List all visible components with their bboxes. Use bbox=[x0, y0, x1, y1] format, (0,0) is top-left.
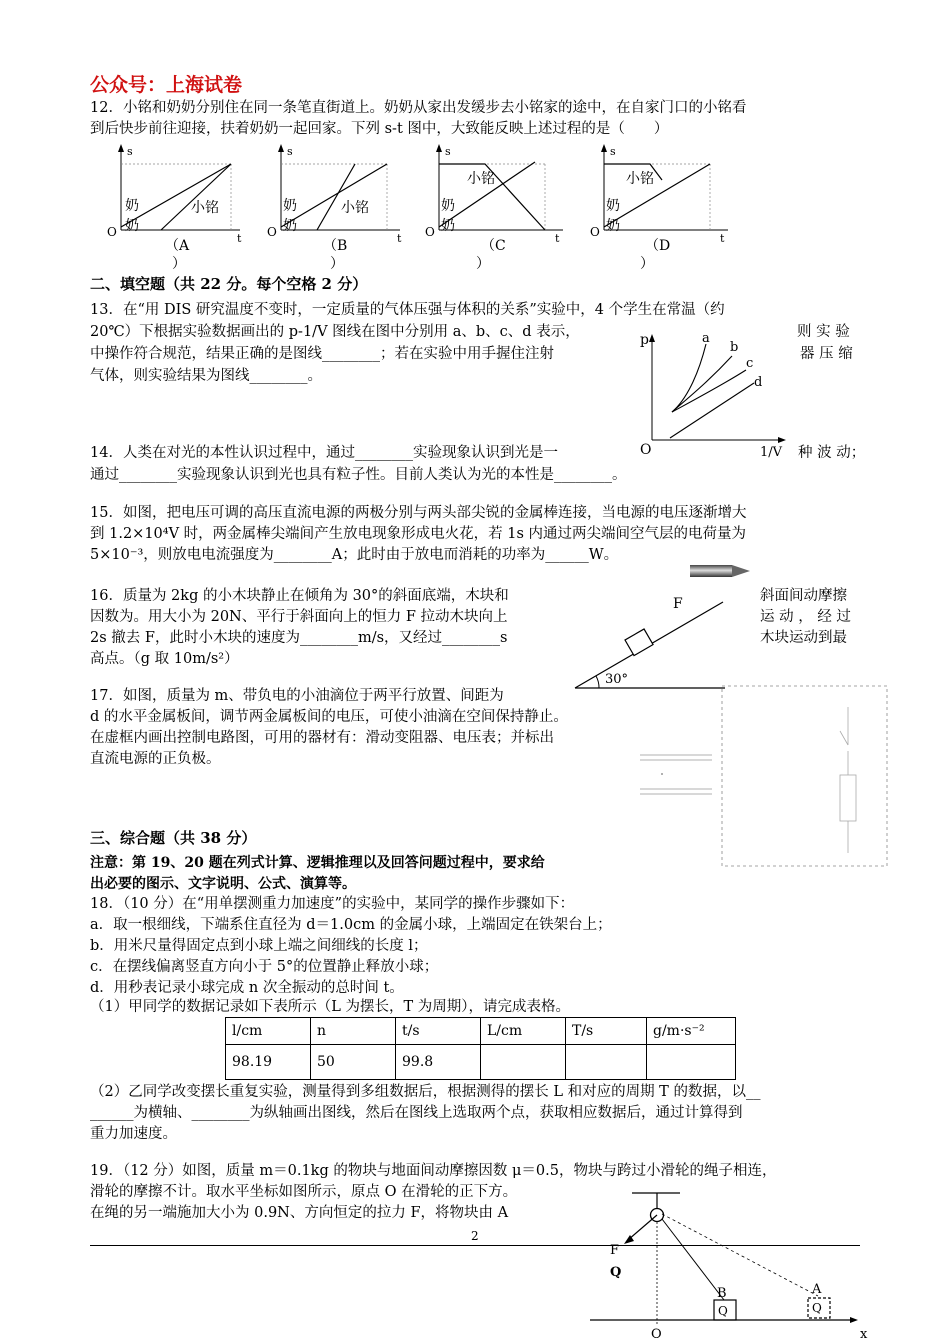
q15-line1: 15．如图，把电压可调的高压直流电源的两极分别与两头部尖锐的金属棒连接，当电源的电压逐渐增大 bbox=[90, 505, 747, 521]
svg-text:小铭: 小铭 bbox=[341, 200, 369, 216]
q18-part2-a: （2）乙同学改变摆长重复实验，测量得到多组数据后，根据测得的摆长 L 和对应的周期 T 的数据，以__ bbox=[90, 1084, 761, 1100]
svg-text:奶: 奶 bbox=[441, 218, 455, 234]
cell-l: 98.19 bbox=[226, 1045, 311, 1080]
angle-label: 30° bbox=[605, 672, 629, 687]
section3-note2: 出必要的图示、文字说明、公式、演算等。 bbox=[90, 876, 356, 892]
opt-c-close: ） bbox=[476, 256, 490, 272]
q13-line2b: 则 实 验 bbox=[797, 324, 850, 340]
svg-text:s: s bbox=[287, 145, 293, 158]
graph-b bbox=[265, 142, 400, 247]
svg-text:s: s bbox=[445, 145, 451, 158]
q16-line3b: 木块运动到最 bbox=[760, 630, 847, 646]
svg-text:小铭: 小铭 bbox=[467, 171, 495, 187]
pulley-figure bbox=[590, 1188, 880, 1344]
pendulum-data-table bbox=[225, 1017, 736, 1080]
svg-text:c: c bbox=[746, 356, 754, 371]
svg-text:O: O bbox=[651, 1327, 662, 1342]
svg-text:奶: 奶 bbox=[441, 198, 455, 214]
svg-text:t: t bbox=[397, 232, 402, 245]
q19-line2: 滑轮的摩擦不计。取水平坐标如图所示，原点 O 在滑轮的正下方。 bbox=[90, 1184, 518, 1200]
q18-step-d: d．用秒表记录小球完成 n 次全振动的总时间 t。 bbox=[90, 980, 404, 996]
opt-d-close: ） bbox=[640, 256, 654, 272]
svg-text:奶: 奶 bbox=[283, 198, 297, 214]
q16-line4: 高点。（g 取 10m/s²） bbox=[90, 651, 239, 667]
svg-text:小铭: 小铭 bbox=[626, 171, 654, 187]
q18-part2-b: ______为横轴、________为纵轴画出图线，然后在图线上选取两个点，获取相应数据后，通过计算得到 bbox=[90, 1105, 743, 1121]
q17-line2: d 的水平金属板间，调节两金属板间的电压，可使小油滴在空间保持静止。 bbox=[90, 709, 568, 725]
section3-title: 三、综合题（共 38 分） bbox=[90, 829, 257, 847]
label-nainai2: 奶 bbox=[125, 218, 139, 234]
cell-T bbox=[566, 1045, 647, 1080]
q13-line4: 气体，则实验结果为图线________。 bbox=[90, 368, 322, 384]
svg-text:B: B bbox=[717, 1286, 727, 1301]
q15-line3: 5×10⁻³，则放电电流强度为________A；此时由于放电而消耗的功率为______W。 bbox=[90, 547, 619, 563]
svg-text:p: p bbox=[640, 332, 649, 348]
svg-text:b: b bbox=[730, 340, 739, 355]
brand-header: 公众号：上海试卷 bbox=[90, 74, 243, 96]
cell-g bbox=[647, 1045, 736, 1080]
q16-line2a: 因数为。用大小为 20N、平行于斜面向上的恒力 F 拉动木块向上 bbox=[90, 609, 508, 625]
axis-t: t bbox=[237, 232, 242, 245]
opt-a-close: ） bbox=[172, 256, 186, 272]
th-l: l/cm bbox=[226, 1018, 311, 1045]
svg-text:F: F bbox=[610, 1243, 620, 1258]
svg-text:s: s bbox=[610, 145, 616, 158]
q18-part2-c: 重力加速度。 bbox=[90, 1126, 177, 1142]
svg-text:Q: Q bbox=[812, 1301, 822, 1315]
cell-L bbox=[481, 1045, 566, 1080]
page-number: 2 bbox=[471, 1229, 479, 1243]
q15-line2: 到 1.2×10⁴V 时，两金属棒尖端间产生放电现象形成电火花，若 1s 内通过两尖端间空气层的电荷量为 bbox=[90, 526, 747, 542]
svg-text:O: O bbox=[267, 225, 277, 239]
q14-line1a: 14．人类在对光的本性认识过程中，通过________实验现象认识到光是一 bbox=[90, 445, 558, 461]
q16-line1a: 16．质量为 2kg 的小木块静止在倾角为 30°的斜面底端，木块和 bbox=[90, 588, 509, 604]
svg-text:t: t bbox=[555, 232, 560, 245]
th-n: n bbox=[311, 1018, 396, 1045]
svg-text:t: t bbox=[720, 232, 725, 245]
origin: O bbox=[107, 225, 117, 239]
th-T: T/s bbox=[566, 1018, 647, 1045]
graph-d bbox=[588, 142, 728, 247]
q14-line2: 通过________实验现象认识到光也具有粒子性。目前人类认为光的本性是________。 bbox=[90, 467, 627, 483]
svg-text:1/V: 1/V bbox=[760, 445, 783, 460]
q19-line3: 在绳的另一端施加大小为 0.9N、方向恒定的拉力 F，将物块由 A bbox=[90, 1205, 509, 1221]
q18-step-a: a．取一根细线，下端系住直径为 d＝1.0cm 的金属小球，上端固定在铁架台上； bbox=[90, 917, 612, 933]
svg-text:O: O bbox=[640, 442, 652, 458]
cell-n: 50 bbox=[311, 1045, 396, 1080]
opt-c: （C bbox=[481, 238, 506, 254]
svg-text:Q: Q bbox=[718, 1304, 728, 1318]
svg-text:O: O bbox=[590, 225, 600, 239]
svg-text:奶: 奶 bbox=[283, 218, 297, 234]
q18-part1: （1）甲同学的数据记录如下表所示（L 为摆长，T 为周期），请完成表格。 bbox=[90, 999, 570, 1015]
force-label: F bbox=[673, 596, 683, 612]
svg-text:奶: 奶 bbox=[606, 198, 620, 214]
section3-note1: 注意：第 19、20 题在列式计算、逻辑推理以及回答问题过程中，要求给 bbox=[90, 855, 545, 871]
q13-line1: 13．在“用 DIS 研究温度不变时，一定质量的气体压强与体积的关系”实验中，4 个学生在常温（约 bbox=[90, 302, 725, 318]
svg-text:Q: Q bbox=[610, 1265, 622, 1280]
q18-step-b: b．用米尺量得固定点到小球上端之间细线的长度 l； bbox=[90, 938, 428, 954]
q18-line1: 18．（10 分）在“用单摆测重力加速度”的实验中，某同学的操作步骤如下： bbox=[90, 896, 575, 912]
q12-line2: 到后快步前往迎接，扶着奶奶一起回家。下列 s-t 图中，大致能反映上述过程的是（ ） bbox=[90, 121, 669, 137]
q19-line1: 19．（12 分）如图，质量 m＝0.1kg 的物块与地面间动摩擦因数 μ＝0.5，物块与跨过小滑轮的绳子相连， bbox=[90, 1163, 777, 1179]
svg-text:x: x bbox=[860, 1327, 868, 1342]
opt-d: （D bbox=[645, 238, 671, 254]
section2-title: 二、填空题（共 22 分。每个空格 2 分） bbox=[90, 275, 368, 293]
graph-c bbox=[423, 142, 563, 247]
th-L: L/cm bbox=[481, 1018, 566, 1045]
q14-line1b: 种 波 动； bbox=[798, 445, 866, 461]
svg-text:O: O bbox=[425, 225, 435, 239]
q13-line3b: 器 压 缩 bbox=[800, 346, 853, 362]
q16-line3a: 2s 撤去 F，此时小木块的速度为________m/s，又经过________s bbox=[90, 630, 508, 646]
graph-a bbox=[105, 142, 240, 247]
th-g: g/m·s⁻² bbox=[647, 1018, 736, 1045]
q18-step-c: c．在摆线偏离竖直方向小于 5°的位置静止释放小球； bbox=[90, 959, 439, 975]
svg-text:奶: 奶 bbox=[606, 218, 620, 234]
svg-text:d: d bbox=[754, 375, 763, 390]
q16-line2b: 运 动 ， 经 过 bbox=[760, 609, 851, 625]
q13-line3a: 中操作符合规范，结果正确的是图线________；若在实验中用手握住注射 bbox=[90, 346, 554, 362]
opt-b: （B bbox=[323, 238, 348, 254]
label-xiaoming: 小铭 bbox=[191, 200, 219, 216]
q17-line1: 17．如图，质量为 m、带负电的小油滴位于两平行放置、间距为 bbox=[90, 688, 504, 704]
incline-figure bbox=[575, 590, 730, 690]
q17-line4: 直流电源的正负极。 bbox=[90, 751, 221, 767]
q16-line1b: 斜面间动摩擦 bbox=[760, 588, 847, 604]
label-nainai: 奶 bbox=[125, 198, 139, 214]
svg-text:A: A bbox=[812, 1282, 822, 1297]
axis-s: s bbox=[127, 145, 133, 158]
q17-line3: 在虚框内画出控制电路图，可用的器材有：滑动变阻器、电压表；并标出 bbox=[90, 730, 554, 746]
q13-line2a: 20℃）下根据实验数据画出的 p-1/V 图线在图中分别用 a、b、c、d 表示， bbox=[90, 324, 580, 340]
opt-a: （A bbox=[165, 238, 190, 254]
metal-rod-right bbox=[690, 562, 760, 582]
opt-b-close: ） bbox=[330, 256, 344, 272]
svg-text:a: a bbox=[702, 331, 710, 346]
th-t: t/s bbox=[396, 1018, 481, 1045]
cell-t: 99.8 bbox=[396, 1045, 481, 1080]
pv-graph bbox=[636, 328, 796, 458]
q12-line1: 12．小铭和奶奶分别住在同一条笔直街道上。奶奶从家出发缓步去小铭家的途中，在自家门口的小铭看 bbox=[90, 100, 747, 116]
